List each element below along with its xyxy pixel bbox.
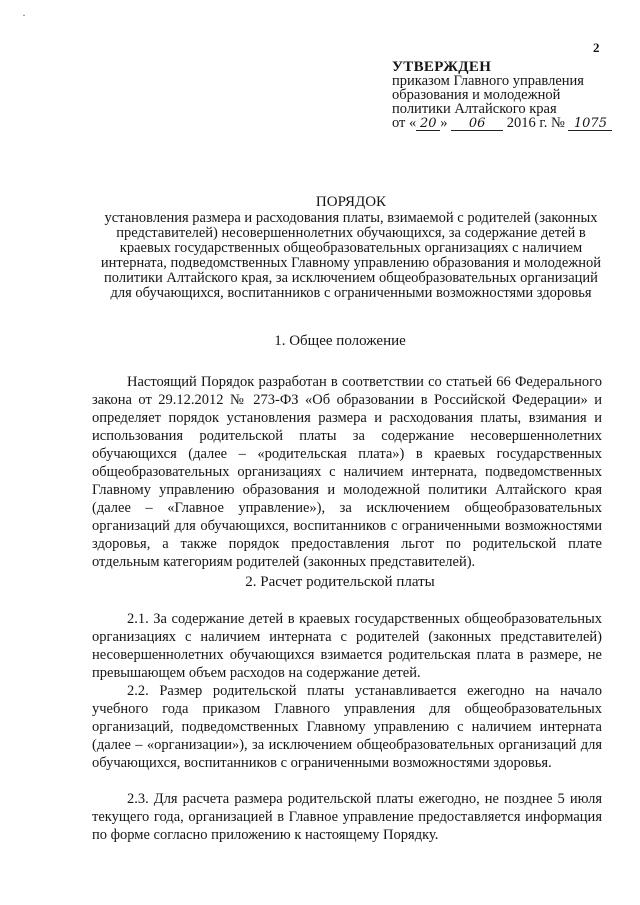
- date-month-handwritten: 06: [451, 118, 503, 131]
- document-subtitle: установления размера и расходования платы, взимаемой с родителей (законных представителей) несовершеннолетних обучающихся, за содержание детей в краевых государственных общеобразовательных организациях с наличием интерната, подведомственных Главному управлению образования и молодежной политики Алтайского края, за исключением общеобразовательных организаций для обучающихся, воспитанников с ограниченными возможностями здоровья: [100, 210, 602, 301]
- clause-2-2: 2.2. Размер родительской платы устанавливается ежегодно на начало учебного года приказом Главного управления для общеобразовательных организаций, подведомственных Главному управлению с наличием интерната (далее – «организации»), за исключением общеобразовательных организаций для обучающихся, воспитанников с ограниченными возможностями здоровья.: [92, 683, 602, 771]
- date-mid: »: [440, 115, 448, 131]
- clause-2-3: 2.3. Для расчета размера родительской платы ежегодно, не позднее 5 июля текущего года, организацией в Главное управление предоставляется информация по форме согласно приложению к настоящему Порядку.: [92, 791, 602, 843]
- approval-date-line: [392, 116, 622, 131]
- date-prefix: от «: [392, 115, 417, 131]
- document-title-block: [92, 195, 610, 301]
- section-1-paragraph: Настоящий Порядок разработан в соответствии со статьей 66 Федерального закона от 29.12.2012 № 273-ФЗ «Об образовании в Российской Федерации» и определяет порядок установления размера и расходования платы, взимания и использования родительской платы за содержание несовершеннолетних обучающихся (далее – «родительская плата») в краевых государственных общеобразовательных организациях с наличием интерната, подведомственных Главному управлению образования и молодежной политики Алтайского края (далее – «Главное управление»), за исключением общеобразовательных организаций для обучающихся, воспитанников с ограниченными возможностями здоровья, а также порядок предоставления льгот по родительской плате отдельным категориям родителей (законных представителей).: [92, 374, 602, 570]
- approval-heading: УТВЕРЖДЕН: [392, 59, 492, 75]
- date-day-handwritten: 20: [416, 118, 440, 131]
- approval-line-2: образования и молодежной: [392, 87, 561, 103]
- order-number-handwritten: 1075: [568, 118, 612, 131]
- approval-line-3: политики Алтайского края: [392, 101, 557, 117]
- section-1-heading: 1. Общее положение: [274, 333, 406, 349]
- document-title: ПОРЯДОК: [315, 194, 387, 210]
- section-2-heading: 2. Расчет родительской платы: [245, 574, 435, 590]
- corner-mark: ·: [22, 8, 26, 22]
- approval-line-1: приказом Главного управления: [392, 73, 584, 89]
- approval-stamp-block: [392, 60, 622, 131]
- date-year: 2016 г. №: [506, 115, 565, 131]
- clause-2-1: 2.1. За содержание детей в краевых государственных общеобразовательных организациях с наличием интерната с родителей (законных представителей) несовершеннолетних обучающихся взимается родительская плата в размере, не превышающем объем расходов на содержание детей.: [92, 611, 602, 681]
- page-number: 2: [593, 40, 600, 55]
